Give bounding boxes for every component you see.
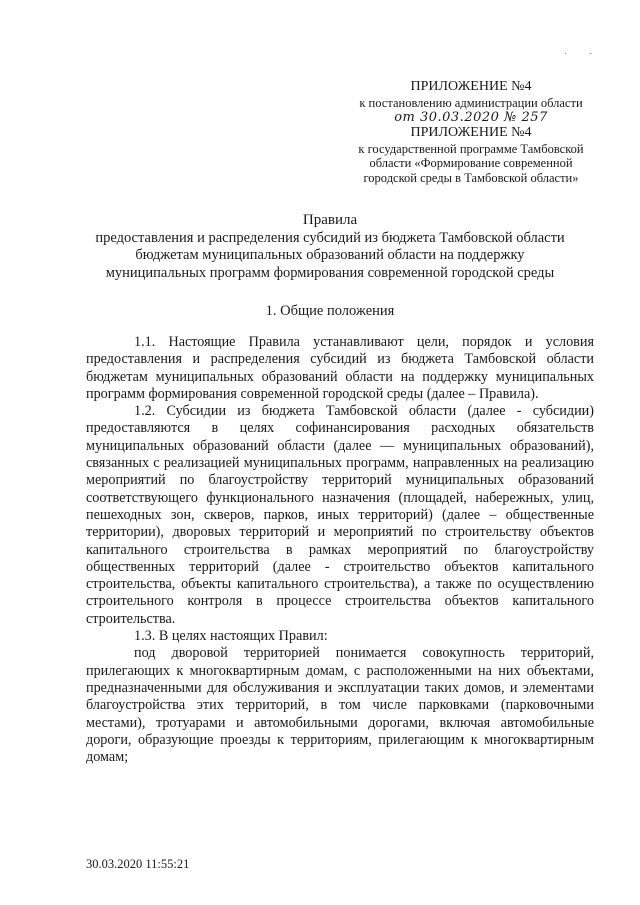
appendix-header-program (336, 126, 606, 185)
document-body (86, 334, 594, 766)
paragraph-1-3: 1.3. В целях настоящих Правил: (134, 628, 328, 645)
appendix-title: ПРИЛОЖЕНИЕ №4 (410, 79, 532, 94)
scan-marks: . . (564, 46, 602, 57)
handwritten-date-number: от 30.03.2020 № 257 (394, 110, 548, 126)
appendix-header-decree (336, 80, 606, 126)
paragraph-1-3-definition: под дворовой территорией понимается совокупность территорий, прилегающих к многоквартирным домам, с расположенными на них объектами, предназначенными для обслуживания и эксплуатации таких домов, и элементами благоустройства этих территорий, в том числе парковками (парковочными местами), тротуарами и автомобильными дорогами, включая автомобильные дороги, образующие проезды к территориям, прилегающим к многоквартирным домам; (86, 645, 594, 766)
appendix-reference: к постановлению администрации области (359, 96, 583, 111)
appendix-reference-line: области «Формирование современной (369, 156, 573, 171)
appendix-reference-line: к государственной программе Тамбовской (358, 142, 584, 157)
paragraph-1-2: 1.2. Субсидии из бюджета Тамбовской области (далее - субсидии) предоставляются в целях софинансирования расходных обязательств муниципальных образований области (далее — муниципальных образований), связанных с реализацией муниципальных программ, направленных на реализацию мероприятий по благоустройству территорий муниципальных образований соответствующего функционального назначения (площадей, набережных, улиц, пешеходных зон, скверов, парков, иных территорий) (далее – общественные территории), дворовых территорий и мероприятий по строительству объектов капитального строительства в рамках мероприятий по благоустройству общественных территорий (далее - строительство объектов капитального строительства, объекты капитального строительства), а также по осуществлению строительного контроля в процессе строительства объектов капитального строительства. (86, 403, 594, 627)
footer-timestamp: 30.03.2020 11:55:21 (86, 857, 190, 871)
appendix-reference-line: городской среды в Тамбовской области» (363, 170, 579, 185)
section-heading: 1. Общие положения (265, 303, 395, 319)
title-line: предоставления и распределения субсидий из бюджета Тамбовской области (95, 230, 565, 247)
title-line: муниципальных программ формирования современной городской среды (105, 264, 555, 281)
paragraph-1-1: 1.1. Настоящие Правила устанавливают цели, порядок и условия предоставления и распределения субсидий из бюджета Тамбовской области бюджетам муниципальных образований области на поддержку муниципальных программ формирования современной городской среды (далее – Правила). (86, 334, 594, 402)
document-title (60, 212, 600, 282)
title-word: Правила (302, 212, 358, 228)
appendix-title: ПРИЛОЖЕНИЕ №4 (410, 125, 532, 140)
title-line: бюджетам муниципальных образований области на поддержку (135, 247, 525, 264)
